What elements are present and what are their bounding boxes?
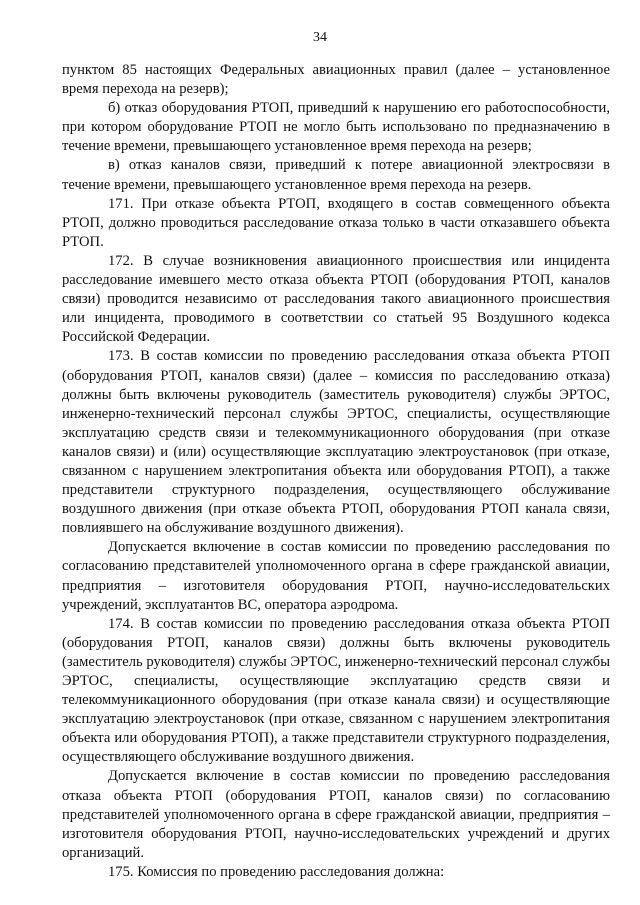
- paragraph-item-b: б) отказ оборудования РТОП, приведший к нарушению его работоспособности, при котором оборудование РТОП не могло быть использовано по предназначению в течение времени, превышающего установленное время перехода на резерв;: [62, 100, 610, 155]
- page-number: 34: [313, 30, 327, 45]
- paragraph-174: 174. В состав комиссии по проведению расследования отказа объекта РТОП (оборудования РТОП, каналов связи) должны быть включены руководитель (заместитель руководителя) службы ЭРТОС, инженерно-технический персонал службы ЭРТОС, специалисты, осуществляющие эксплуатацию средств связи и телекоммуникационного оборудования (при отказе канала связи) и осуществляющие эксплуатацию электроустановок (при отказе, связанном с нарушением электропитания объекта или оборудования РТОП), а также представители структурного подразделения, осуществляющего обслуживание воздушного движения.: [62, 615, 610, 766]
- paragraph-174-addendum: Допускается включение в состав комиссии по проведению расследования отказа объекта РТОП (оборудования РТОП, каналов связи) по согласованию представителей уполномоченного органа в сфере гражданской авиации, предприятия – изготовителя оборудования РТОП, научно-исследовательских учреждений и других организаций.: [62, 768, 610, 861]
- paragraph-171: 171. При отказе объекта РТОП, входящего в состав совмещенного объекта РТОП, должно проводиться расследование отказа только в части отказавшего объекта РТОП.: [62, 195, 610, 250]
- paragraph-173: 173. В состав комиссии по проведению расследования отказа объекта РТОП (оборудования РТОП, каналов связи) (далее – комиссия по расследованию отказа) должны быть включены руководитель (заместитель руководителя) службы ЭРТОС, инженерно-технический персонал службы ЭРТОС, специалисты, осуществляющие эксплуатацию средств связи и телекоммуникационного оборудования (при отказе каналов связи) и (или) осуществляющие эксплуатацию электроустановок (при отказе, связанном с нарушением электропитания объекта или оборудования РТОП), а также представители структурного подразделения, осуществляющего обслуживание воздушного движения (при отказе объекта РТОП, оборудования РТОП канала связи, повлиявшего на обслуживание воздушного движения).: [62, 348, 610, 537]
- paragraph-continuation: пунктом 85 настоящих Федеральных авиационных правил (далее – установленное время перехода на резерв);: [62, 62, 610, 98]
- paragraph-173-addendum: Допускается включение в состав комиссии по проведению расследования по согласованию представителей уполномоченного органа в сфере гражданской авиации, предприятия – изготовителя оборудования РТОП, научно-исследовательских учреждений, эксплуатантов ВС, оператора аэродрома.: [62, 539, 610, 613]
- paragraph-item-v: в) отказ каналов связи, приведший к потере авиационной электросвязи в течение времени, превышающего установленное время перехода на резерв.: [62, 157, 610, 193]
- document-body: [62, 61, 610, 882]
- paragraph-175: 175. Комиссия по проведению расследования должна:: [108, 863, 445, 880]
- paragraph-172: 172. В случае возникновения авиационного происшествия или инцидента расследование имевшего место отказа объекта РТОП (оборудования РТОП, каналов связи) проводится независимо от расследования такого авиационного происшествия или инцидента, проводимого в соответствии со статьей 95 Воздушного кодекса Российской Федерации.: [62, 252, 610, 346]
